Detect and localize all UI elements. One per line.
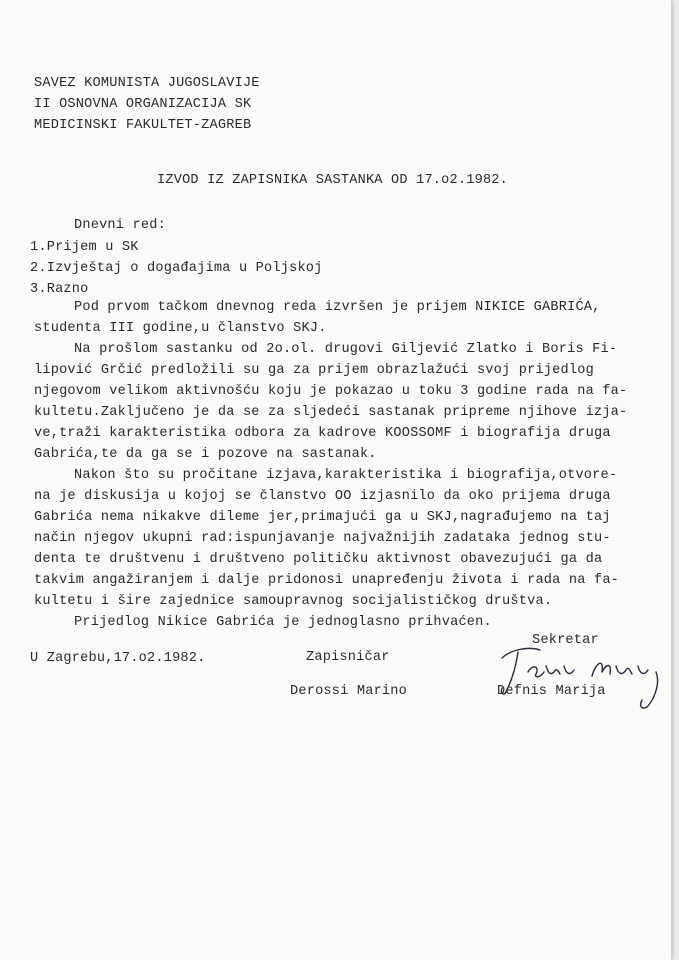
body-line: kultetu.Zaključeno je da se za sljedeći sastanak pripreme njihove izja-: [34, 405, 628, 420]
recorder-title: Zapisničar: [306, 650, 390, 665]
body-line: denta te društvenu i društveno političku aktivnost obavezujući ga da: [34, 552, 603, 567]
agenda-heading: Dnevni red:: [74, 218, 166, 233]
agenda-item: 2.Izvještaj o događajima u Poljskoj: [30, 261, 323, 276]
body-line: način njegov ukupni rad:ispunjavanje najvažnijih zadataka jednog stu-: [34, 531, 611, 546]
body-line: studenta III godine,u članstvo SKJ.: [34, 321, 327, 336]
body-line: lipović Grčić predložili su ga za prijem obrazlažući svoj prijedlog: [34, 363, 594, 378]
body-line: Na prošlom sastanku od 2o.ol. drugovi Giljević Zlatko i Boris Fi-: [74, 342, 618, 357]
body-line: ve,traži karakteristika odbora za kadrove KOOSSOMF i biografija druga: [34, 426, 611, 441]
header-organization-line-1: SAVEZ KOMUNISTA JUGOSLAVIJE: [34, 76, 260, 91]
body-line: kultetu i šire zajednice samoupravnog socijalističkog društva.: [34, 594, 553, 609]
handwritten-signature: [488, 633, 668, 716]
agenda-item: 3.Razno: [30, 282, 89, 297]
recorder-name: Derossi Marino: [290, 684, 408, 699]
body-line: na je diskusija u kojoj se članstvo OO izjasnilo da oko prijema druga: [34, 489, 611, 504]
body-line: Gabrića nema nikakve dileme jer,primajući ga u SKJ,nagrađujemo na taj: [34, 510, 611, 525]
body-line: takvim angažiranjem i dalje pridonosi unapređenju života i rada na fa-: [34, 573, 620, 588]
header-organization-line-3: MEDICINSKI FAKULTET-ZAGREB: [34, 118, 252, 133]
document-title: IZVOD IZ ZAPISNIKA SASTANKA OD 17.o2.1982.: [157, 173, 509, 188]
body-line: njegovom velikom aktivnošću koju je pokazao u toku 3 godine rada na fa-: [34, 384, 628, 399]
secretary-name: Defnis Marija: [497, 684, 606, 699]
secretary-title: Sekretar: [532, 633, 599, 648]
body-line: Gabrića,te da ga se i pozove na sastanak.: [34, 447, 377, 462]
agenda-item: 1.Prijem u SK: [30, 240, 139, 255]
body-line: Prijedlog Nikice Gabrića je jednoglasno prihvaćen.: [74, 615, 492, 630]
place-and-date: U Zagrebu,17.o2.1982.: [30, 651, 206, 666]
body-line: Nakon što su pročitane izjava,karakteristika i biografija,otvore-: [74, 468, 618, 483]
header-organization-line-2: II OSNOVNA ORGANIZACIJA SK: [34, 97, 252, 112]
body-line: Pod prvom tačkom dnevnog reda izvršen je prijem NIKICE GABRIĆA,: [74, 300, 601, 315]
